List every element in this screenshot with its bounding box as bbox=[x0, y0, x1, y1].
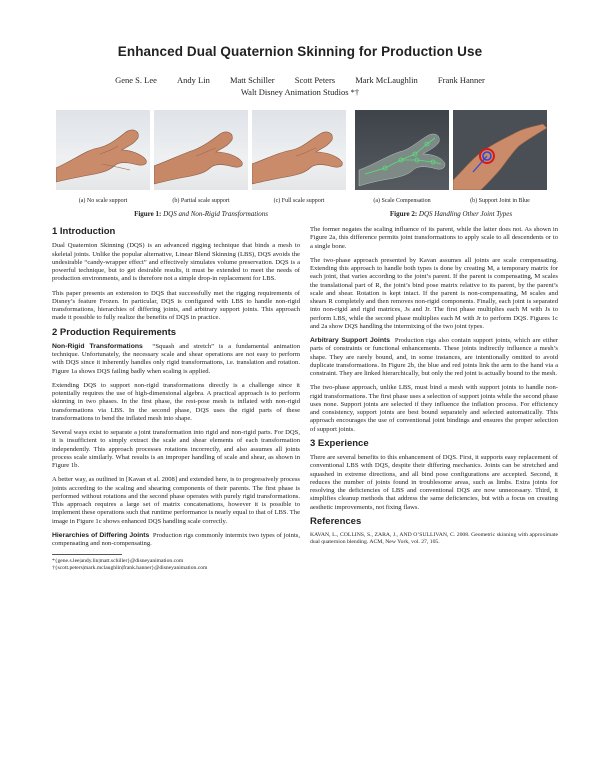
paragraph: Extending DQS to support non-rigid transformations directly is a challenge since it potentially requires the use of high-dimensional algebra. A practical approach is to perform skinning in two phases. In the first phase, the rest-pose mesh is inflated with non-rigid transformations via LBS. In the second phase, DQS uses the rigid parts of these transformations to bend the inflated mesh into shape. bbox=[52, 381, 300, 422]
paragraph bbox=[52, 343, 300, 376]
affiliation: Walt Disney Animation Studios *† bbox=[240, 87, 360, 97]
figure2-caption bbox=[355, 210, 547, 218]
figure1-caption bbox=[56, 210, 346, 218]
figure2a-scale-compensation-image bbox=[355, 110, 449, 190]
paragraph bbox=[310, 337, 558, 378]
paragraph: The former negates the scaling influence of its parent, while the latter does not. As shown in Figure 2a, this difference permits joint transformations to apply scale to all descendents or to a single bone. bbox=[310, 226, 558, 250]
paragraph: This paper presents an extension to DQS that successfully met the rigging requirements of Disney’s feature Frozen. In particular, DQS is configured with LBS to handle non-rigid transformations, hierarchies of differing joints, and arbitrary support joints. This approach made it possible to fully realize the benefits of DQS in practice. bbox=[52, 289, 300, 322]
run-in-heading: Hierarchies of Differing Joints bbox=[52, 531, 150, 539]
paragraph-body: Production rigs also contain support joints, which are either parts of constraints or functional enhancements. These joints indirectly influence a mesh’s shape. They are rarely bound, and, in some instances, are intentionally omitted to avoid duplicate transformations. In Figure 2b, the blue and red joints link the arm to the hand via a constraint. They are linked hierarchically, but only the red joint is actually bound to the mesh. bbox=[310, 337, 559, 377]
section-heading-references: References bbox=[310, 515, 362, 527]
section-heading-introduction: 1 Introduction bbox=[52, 226, 116, 237]
author: Gene S. Lee bbox=[115, 75, 157, 85]
paragraph: There are several benefits to this enhancement of DQS. First, it supports easy replacement of conventional LBS with DQS, despite their differing mechanics. Joints can be stretched and squashed in extreme directions, and all bind pose configurations are accepted. Second, it reduces the number of joints found in troublesome areas, such as limbs. Extra joints for resolving the deficiencies of LBS and conventional DQS are now unnecessary. Third, it simplifies cleanup methods that address the same deficiencies, but with a focus on creating aesthetic improvements, not fixing flaws. bbox=[310, 454, 558, 511]
figure1-caption-text: DQS and Non-Rigid Transformations bbox=[163, 210, 268, 218]
figure1-caption-label: Figure 1: bbox=[134, 210, 162, 218]
figure2-caption-label: Figure 2: bbox=[389, 210, 418, 218]
footnote: †{scott.peters|mark.mclaughlin|frank.hanner}@disneyanimation.com bbox=[52, 565, 208, 572]
paper-title: Enhanced Dual Quaternion Skinning for Production Use bbox=[117, 44, 483, 59]
paragraph: Several ways exist to separate a joint transformation into rigid and non-rigid parts. For DQS, it is insufficient to simply extract the scale and shear elements of each transformation independently. This approach processes rotations incorrectly, and also assumes all joints process scale similarly. What results is an improper handling of scale and shear, as shown in Figure 1b. bbox=[52, 429, 300, 469]
left-column bbox=[52, 226, 300, 572]
author: Mark McLaughlin bbox=[355, 75, 418, 85]
run-in-heading: Arbitrary Support Joints bbox=[310, 337, 391, 344]
figure2b-support-joint-image bbox=[453, 110, 547, 190]
figure1c-hand-image bbox=[252, 110, 346, 190]
footnote: *{gene.s.lee|andy.lin|matt.schiller}@disneyanimation.com bbox=[52, 558, 184, 565]
figure1b-subcaption: (b) Partial scale support bbox=[172, 198, 230, 204]
reference-entry: KAVAN, L., COLLINS, S., ZARA, J., AND O’SULLIVAN, C. 2008. Geometric skinning with approximate dual quaternion blending. ACM, New York, vol. 27, 105. bbox=[310, 532, 558, 545]
run-in-heading: Non-Rigid Transformations bbox=[52, 342, 143, 350]
author: Frank Hanner bbox=[437, 75, 485, 85]
paragraph bbox=[52, 532, 300, 549]
paragraph: Dual Quaternion Skinning (DQS) is an advanced rigging technique that binds a mesh to skeletal joints. Unlike the popular alternative, Linear Blend Skinning (LBS), DQS avoids the undesirable “candy-wrapper effect” and effectively simulates volume preservation. DQS is a powerful technique, but to get desirable results, it must be extended to meet the needs of production environments, and is therefore not a simple drop-in replacement for LBS. bbox=[52, 242, 300, 283]
author-list bbox=[0, 75, 600, 85]
paragraph: The two-phase approach presented by Kavan assumes all joints are scale compensating. Extending this approach to handle both types is done by creating M, a temporary matrix for each joint, that varies according to the joint’s parent. If the parent is compensating, M scales the translational part of R, the joint’s bind pose matrix relative to its parent, by the parent’s scale and shear. Rotation is kept intact. If the parent is non-compensating, M scales and shears R completely and then removes non-rigid components. Finally, each joint is separated into non-rigid and rigid matrices, Js and Jr. The first phase multiplies each M with Js to perform LBS, while the second phase multiplies each M with Jr to perform DQS. Figures 1c and 2a show DQS handling the intermixing of the two joint types. bbox=[310, 256, 558, 330]
figure1b-hand-image bbox=[154, 110, 248, 190]
paragraph-body: “Squash and stretch” is a fundamental animation technique. Unfortunately, the necessary scale and shear operations are not easy to perform with DQS since it inherently handles only rigid transformations, i.e. translation and rotation. Figure 1a shows DQS failing badly when scaling is applied. bbox=[52, 342, 300, 375]
paragraph-body: Production rigs commonly intermix two types of joints, compensating and non-compensating. bbox=[52, 531, 300, 547]
author: Andy Lin bbox=[177, 75, 210, 85]
right-column bbox=[310, 226, 558, 546]
figure1a-subcaption: (a) No scale support bbox=[78, 198, 128, 204]
paragraph: The two-phase approach, unlike LBS, must bind a mesh with support joints to handle non-rigid transformations. The first phase uses a selection of support joints while the second phase uses none. Support joints are selected if they influence the inflation process. For efficiency and consistency, support joints are best bound separately and selected automatically. This approach encourages the use of conventional joint bindings and ensures the proper selection of support joints. bbox=[310, 384, 559, 433]
figure2b-subcaption: (b) Support Joint in Blue bbox=[470, 198, 530, 204]
figure1c-subcaption: (c) Full scale support bbox=[273, 198, 325, 204]
paragraph: A better way, as outlined in [Kavan et al. 2008] and extended here, is to progressively process joints according to the scaling and shearing components of their parents. The first phase is performed without rotations and the second phase operates with purely rigid transformations. This approach requires a large set of matrix concatenations, however it is possible to implement these operations such that runtime performance is nearly equal to that of LBS. The image in Figure 1c shows enhanced DQS handling scale correctly. bbox=[52, 476, 300, 525]
figure1a-hand-image bbox=[56, 110, 150, 190]
footnote-rule bbox=[52, 554, 122, 555]
figure2a-subcaption: (a) Scale Compensation bbox=[373, 198, 431, 204]
figure2-caption-text: DQS Handling Other Joint Types bbox=[418, 210, 513, 218]
section-heading-experience: 3 Experience bbox=[310, 437, 369, 449]
author: Matt Schiller bbox=[229, 75, 275, 85]
author: Scott Peters bbox=[294, 75, 336, 85]
section-heading-production-requirements: 2 Production Requirements bbox=[52, 326, 177, 338]
